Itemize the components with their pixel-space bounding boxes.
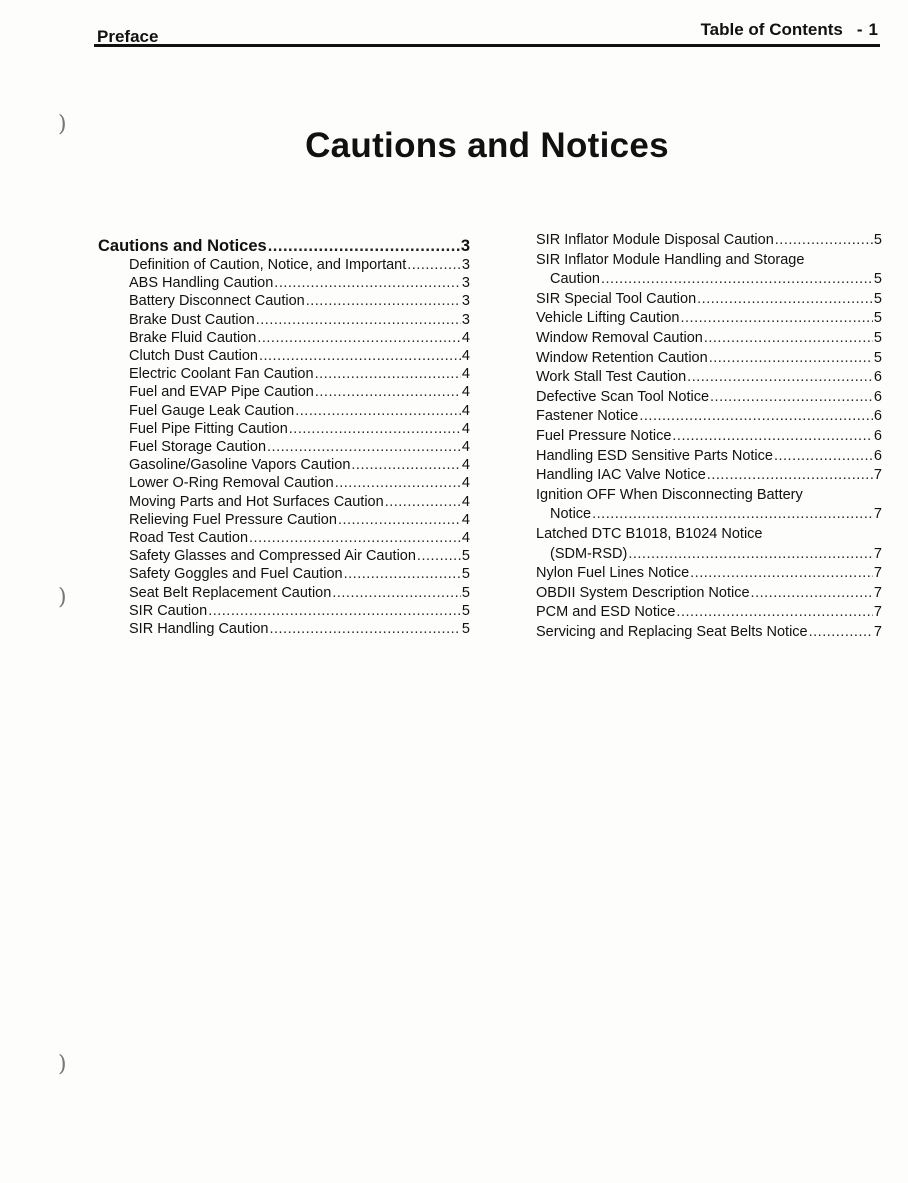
- toc-entry[interactable]: [536, 603, 882, 623]
- toc-entry[interactable]: [536, 368, 882, 388]
- dot-leader: [690, 564, 873, 584]
- toc-entry[interactable]: [98, 274, 470, 292]
- dot-leader: [709, 349, 873, 369]
- dot-leader: [704, 329, 873, 349]
- running-header-section: Preface: [97, 27, 159, 46]
- toc-entry-line[interactable]: Latched DTC B1018, B1024 Notice: [536, 525, 763, 542]
- dot-leader: [710, 388, 873, 408]
- toc-section-entry[interactable]: [98, 236, 470, 256]
- toc-entry[interactable]: [98, 292, 470, 310]
- toc-entry-page: 6: [873, 388, 882, 405]
- dot-leader: [775, 231, 873, 251]
- toc-entry-label: Servicing and Replacing Seat Belts Notice: [536, 623, 808, 640]
- toc-entry-page: 4: [461, 530, 470, 547]
- toc-entry[interactable]: [98, 584, 470, 602]
- dot-leader: [257, 329, 461, 347]
- toc-entry-page: 7: [873, 623, 882, 640]
- dot-leader: [268, 236, 460, 256]
- toc-section-label: Cautions and Notices: [98, 237, 267, 255]
- toc-entry-label: Moving Parts and Hot Surfaces Caution: [129, 493, 384, 510]
- toc-entry-label: Fuel and EVAP Pipe Caution: [129, 384, 314, 401]
- dot-leader: [407, 256, 461, 274]
- dot-leader: [809, 623, 873, 643]
- toc-entry-label: ABS Handling Caution: [129, 275, 274, 292]
- toc-entry-label: Nylon Fuel Lines Notice: [536, 565, 690, 582]
- dot-leader: [332, 584, 461, 602]
- dot-leader: [306, 292, 461, 310]
- toc-entry-page: 5: [873, 290, 882, 307]
- binding-hole-mark: ): [58, 112, 67, 137]
- header-page-separator: -: [856, 20, 863, 39]
- dot-leader: [259, 347, 461, 365]
- toc-entry-page: 7: [873, 545, 882, 562]
- toc-entry[interactable]: [98, 365, 470, 383]
- toc-entry-page: 5: [873, 310, 882, 327]
- toc-entry-label: Safety Glasses and Compressed Air Caution: [129, 548, 416, 565]
- toc-entry-page: 6: [873, 427, 882, 444]
- toc-entry-label: Seat Belt Replacement Caution: [129, 584, 332, 601]
- toc-entry-page: 4: [461, 384, 470, 401]
- toc-entry[interactable]: [98, 383, 470, 401]
- page-title: Cautions and Notices: [305, 126, 669, 165]
- toc-entry[interactable]: [536, 564, 882, 584]
- dot-leader: [351, 456, 461, 474]
- toc-entry-page: 7: [873, 604, 882, 621]
- dot-leader: [687, 368, 873, 388]
- header-title-text: Table of Contents: [700, 20, 843, 39]
- binding-hole-mark: ): [58, 585, 67, 610]
- toc-entry-label: Electric Coolant Fan Caution: [129, 366, 314, 383]
- toc-entry-label: Defective Scan Tool Notice: [536, 388, 710, 405]
- toc-entry[interactable]: [98, 256, 470, 274]
- binding-hole-mark: ): [58, 1052, 67, 1077]
- toc-entry-page: 5: [461, 584, 470, 601]
- toc-entry-page: 7: [873, 584, 882, 601]
- toc-entry-label: SIR Handling Caution: [129, 621, 269, 638]
- dot-leader: [385, 493, 461, 511]
- toc-entry-label: OBDII System Description Notice: [536, 584, 750, 601]
- toc-entry-page: 4: [461, 493, 470, 510]
- toc-entry[interactable]: [536, 466, 882, 486]
- dot-leader: [592, 505, 873, 525]
- toc-entry-page: 3: [461, 311, 470, 328]
- toc-entry[interactable]: [98, 529, 470, 547]
- dot-leader: [774, 447, 873, 467]
- dot-leader: [751, 584, 873, 604]
- toc-entry[interactable]: [536, 407, 882, 427]
- dot-leader: [315, 383, 461, 401]
- toc-entry[interactable]: [536, 427, 882, 447]
- toc-entry[interactable]: [536, 309, 882, 329]
- toc-entry-page: 4: [461, 475, 470, 492]
- dot-leader: [676, 603, 873, 623]
- toc-entry[interactable]: [98, 456, 470, 474]
- toc-entry[interactable]: [98, 565, 470, 583]
- toc-entry-label: Fuel Storage Caution: [129, 439, 267, 456]
- toc-entry-label: Battery Disconnect Caution: [129, 293, 305, 310]
- toc-entry[interactable]: [98, 474, 470, 492]
- toc-entry[interactable]: [98, 311, 470, 329]
- toc-entry-label: Fuel Gauge Leak Caution: [129, 402, 295, 419]
- toc-entry-page: 5: [461, 602, 470, 619]
- toc-entry[interactable]: [536, 231, 882, 251]
- toc-entry-page: 7: [873, 565, 882, 582]
- toc-entry-page: 5: [461, 548, 470, 565]
- toc-entry[interactable]: [98, 547, 470, 565]
- toc-entry[interactable]: [536, 349, 882, 369]
- toc-entry-label: Lower O-Ring Removal Caution: [129, 475, 334, 492]
- running-header-title: [701, 20, 878, 40]
- toc-entry-label: SIR Inflator Module Disposal Caution: [536, 232, 774, 248]
- toc-entry-page: 5: [461, 566, 470, 583]
- toc-right-column: [536, 231, 882, 642]
- toc-entry-label: Fuel Pipe Fitting Caution: [129, 420, 288, 437]
- toc-entry-label: Relieving Fuel Pressure Caution: [129, 511, 337, 528]
- header-page-number: 1: [868, 20, 878, 39]
- toc-entry-label: Window Removal Caution: [536, 329, 703, 346]
- toc-entry-page: 5: [461, 621, 470, 638]
- toc-entry[interactable]: [536, 388, 882, 408]
- toc-entry[interactable]: [536, 290, 882, 310]
- dot-leader: [289, 420, 461, 438]
- toc-entry-page: 6: [873, 447, 882, 464]
- toc-entry-page: 5: [873, 232, 882, 248]
- toc-entry[interactable]: [98, 329, 470, 347]
- toc-entry[interactable]: [98, 420, 470, 438]
- toc-entry[interactable]: [98, 438, 470, 456]
- dot-leader: [601, 270, 873, 290]
- toc-entry-page: 6: [873, 369, 882, 386]
- toc-entry[interactable]: [98, 602, 470, 620]
- toc-entry-page: 7: [873, 467, 882, 484]
- toc-entry-label: Road Test Caution: [129, 530, 249, 547]
- toc-entry-page: 4: [461, 420, 470, 437]
- toc-entry-page: 5: [873, 329, 882, 346]
- dot-leader: [315, 365, 461, 383]
- dot-leader: [208, 602, 461, 620]
- dot-leader: [628, 545, 873, 565]
- toc-entry-label: Vehicle Lifting Caution: [536, 310, 680, 327]
- dot-leader: [681, 309, 873, 329]
- toc-entry-label: Work Stall Test Caution: [536, 369, 687, 386]
- dot-leader: [639, 407, 873, 427]
- toc-entry-page: 5: [873, 271, 882, 288]
- toc-entry[interactable]: [98, 347, 470, 365]
- toc-entry-label: SIR Caution: [129, 602, 208, 619]
- toc-entry-continuation: Caution: [550, 271, 600, 288]
- toc-entry-label: Definition of Caution, Notice, and Important: [129, 257, 407, 273]
- toc-entry-label: Brake Fluid Caution: [129, 329, 257, 346]
- toc-entry[interactable]: [536, 270, 882, 290]
- toc-entry-page: 3: [461, 275, 470, 292]
- dot-leader: [269, 620, 460, 638]
- dot-leader: [295, 402, 461, 420]
- toc-entry-label: Safety Goggles and Fuel Caution: [129, 566, 343, 583]
- toc-entry-page: 3: [461, 257, 470, 273]
- dot-leader: [672, 427, 873, 447]
- dot-leader: [338, 511, 461, 529]
- toc-entry-page: 4: [461, 511, 470, 528]
- toc-entry-page: 4: [461, 402, 470, 419]
- toc-entry[interactable]: [536, 584, 882, 604]
- toc-entry[interactable]: [98, 402, 470, 420]
- toc-entry[interactable]: [98, 493, 470, 511]
- toc-entry[interactable]: [536, 545, 882, 565]
- toc-entry-page: 6: [873, 408, 882, 425]
- dot-leader: [697, 290, 873, 310]
- toc-entry-label: Gasoline/Gasoline Vapors Caution: [129, 457, 351, 474]
- dot-leader: [707, 466, 873, 486]
- toc-entry-label: Clutch Dust Caution: [129, 348, 258, 365]
- dot-leader: [335, 474, 461, 492]
- dot-leader: [249, 529, 461, 547]
- toc-entry-page: 4: [461, 329, 470, 346]
- header-rule: [94, 44, 880, 47]
- toc-entry[interactable]: [536, 505, 882, 525]
- toc-entry[interactable]: [98, 511, 470, 529]
- toc-entry-label: Brake Dust Caution: [129, 311, 255, 328]
- toc-entry-page: 4: [461, 366, 470, 383]
- toc-entry-page: 3: [461, 293, 470, 310]
- toc-left-column: [98, 236, 470, 638]
- toc-entry[interactable]: [536, 447, 882, 467]
- dot-leader: [267, 438, 461, 456]
- dot-leader: [274, 274, 461, 292]
- toc-entry-label: Fastener Notice: [536, 408, 639, 425]
- dot-leader: [344, 565, 461, 583]
- toc-entry[interactable]: [536, 329, 882, 349]
- toc-entry[interactable]: [98, 620, 470, 638]
- toc-entry-label: Fuel Pressure Notice: [536, 427, 672, 444]
- toc-entry-line[interactable]: SIR Inflator Module Handling and Storage: [536, 251, 805, 268]
- toc-entry-page: 4: [461, 457, 470, 474]
- toc-section-page: 3: [460, 237, 470, 255]
- toc-entry-label: SIR Special Tool Caution: [536, 290, 697, 307]
- toc-entry-page: 4: [461, 348, 470, 365]
- toc-entry-page: 4: [461, 439, 470, 456]
- toc-entry-line[interactable]: Ignition OFF When Disconnecting Battery: [536, 486, 803, 503]
- toc-entry-label: Handling ESD Sensitive Parts Notice: [536, 447, 773, 464]
- toc-entry-page: 7: [873, 506, 882, 523]
- toc-entry-page: 5: [873, 349, 882, 366]
- toc-entry-label: PCM and ESD Notice: [536, 604, 676, 621]
- toc-entry-continuation: (SDM-RSD): [550, 545, 628, 562]
- dot-leader: [256, 311, 461, 329]
- toc-entry-continuation: Notice: [550, 506, 592, 523]
- toc-entry[interactable]: [536, 623, 882, 643]
- toc-entry-label: Window Retention Caution: [536, 349, 708, 366]
- dot-leader: [417, 547, 461, 565]
- toc-entry-label: Handling IAC Valve Notice: [536, 467, 706, 484]
